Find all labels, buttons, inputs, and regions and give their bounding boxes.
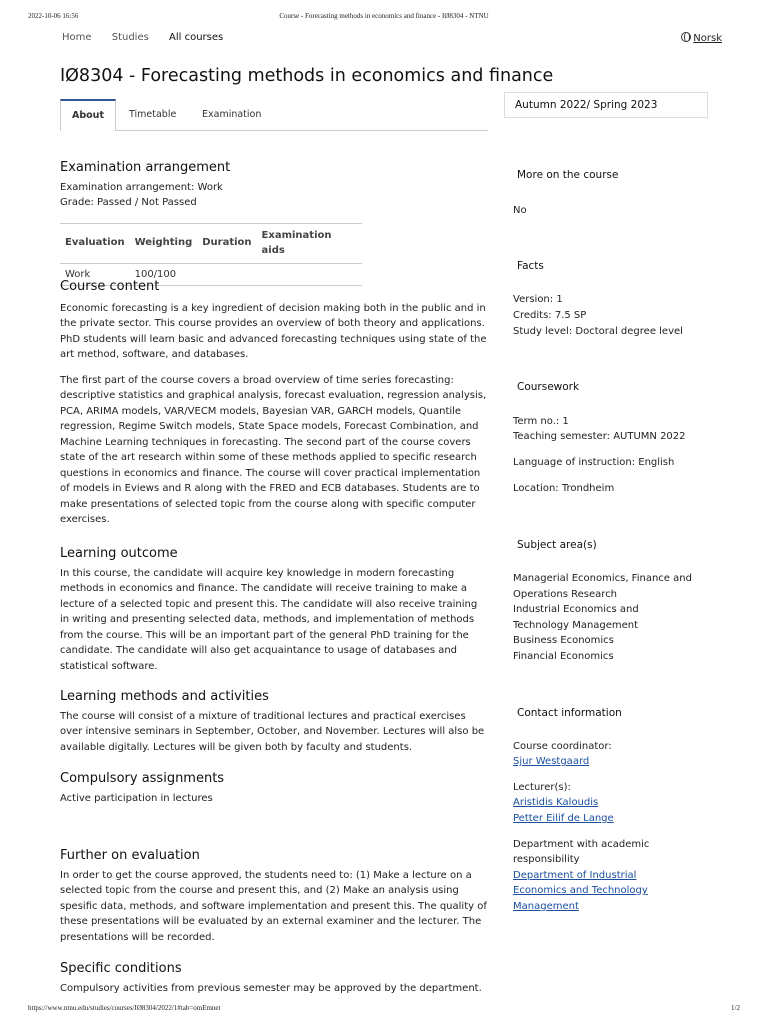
print-header [0,0,768,24]
coursework-heading: Coursework [517,381,580,393]
subject-item: Industrial Economics and [513,604,639,615]
subject-heading: Subject area(s) [517,539,597,551]
table-header: Weighting [130,223,198,263]
language-label: Norsk [693,33,722,44]
department-link[interactable]: Management [513,901,579,912]
course-content-section [60,279,488,528]
table-cell: Work [60,263,130,286]
lecturer-link[interactable]: Aristidis Kaloudis [513,797,599,808]
department-label: responsibility [513,854,580,865]
subject-item: Managerial Economics, Finance and [513,573,692,584]
department-link[interactable]: Economics and Technology [513,885,648,896]
learning-methods-text: The course will consist of a mixture of traditional lectures and practical exercises over intensive seminars in September, October, and November. Lectures will also be available digitally. Lectures will be given both by faculty and students. [60,710,485,753]
more-value: No [513,205,527,216]
nav-all-courses-link[interactable]: All courses [169,32,224,43]
more-heading: More on the course [517,169,619,181]
further-evaluation-heading: Further on evaluation [60,848,200,863]
subject-item: Financial Economics [513,651,614,662]
department-label: Department with academic [513,839,650,850]
facts-heading: Facts [517,260,544,272]
course-tabs [60,99,488,131]
facts-credits: Credits: 7.5 SP [513,310,587,321]
facts-study-level: Study level: Doctoral degree level [513,326,683,337]
course-content-heading: Course content [60,279,160,294]
print-url: https://www.ntnu.edu/studies/courses/IØ8304/2022/1#tab=omEmnet [28,1004,221,1012]
tab-timetable[interactable]: Timetable [129,109,177,120]
coordinator-label: Course coordinator: [513,741,612,752]
learning-outcome-text: In this course, the candidate will acquire key knowledge in modern forecasting methods in economics and finance. The candidate will receive training to make a lecture of a selected topic and present this. The candidate will also receive training in writing and presenting selected data, methods, and implementation of methods from the course. This will be an important part of the general PhD training for the candidate. The candidate will also get acquaintance to usage of databases and statistical software. [60,567,478,672]
learning-outcome-section [60,546,488,674]
compulsory-section [60,771,488,806]
table-header: Duration [197,223,256,263]
exam-section [60,160,488,286]
learning-outcome-heading: Learning outcome [60,546,178,561]
nav-studies-link[interactable]: Studies [111,32,149,43]
facts-version: Version: 1 [513,294,563,305]
coursework-location: Location: Trondheim [513,483,615,494]
page-title: IØ8304 - Forecasting methods in economics and finance [60,66,554,86]
top-navigation [62,32,722,48]
coursework-term: Term no.: 1 [513,416,569,427]
learning-methods-section [60,689,488,755]
language-switch[interactable] [681,32,722,44]
print-date: 2022-10-06 16:56 [28,12,79,20]
further-evaluation-text: In order to get the course approved, the students need to: (1) Make a lecture on a selected topic from the course and present this, and (2) Make an analysis using spesific data, methods, and software implementation and present this. The quality of these presentations will be evaluated by an external examiner and the lecturer. The presentations will be recorded. [60,869,487,943]
department-link[interactable]: Department of Industrial [513,870,637,881]
contact-heading: Contact information [517,707,622,719]
exam-arrangement: Examination arrangement: Work [60,181,223,193]
nav-home-link[interactable]: Home [62,32,92,43]
table-header: Evaluation [60,223,130,263]
learning-methods-heading: Learning methods and activities [60,689,269,704]
print-footer [0,1000,768,1024]
course-content-p1: Economic forecasting is a key ingredient of decision making both in the public and in the private sector. This course provides an overview of both theory and applications. PhD students will learn basic and advanced forecasting techniques using state of the art method, software, and databases. [60,302,487,360]
subject-item: Operations Research [513,589,618,600]
specific-conditions-heading: Specific conditions [60,961,182,976]
lecturers-label: Lecturer(s): [513,782,571,793]
tab-examination[interactable]: Examination [202,109,262,120]
print-title: Course - Forecasting methods in economics and finance - IØ8304 - NTNU [279,12,489,20]
compulsory-text: Active participation in lectures [60,792,213,804]
compulsory-heading: Compulsory assignments [60,771,225,786]
specific-conditions-text: Compulsory activities from previous semester may be approved by the department. [60,982,482,994]
coordinator-link[interactable]: Sjur Westgaard [513,756,590,767]
subject-item: Business Economics [513,635,614,646]
coursework-teaching-semester: Teaching semester: AUTUMN 2022 [513,431,686,442]
print-page-number: 1/2 [731,1004,740,1012]
table-header: Examination aids [257,223,362,263]
further-evaluation-section [60,848,488,945]
exam-heading: Examination arrangement [60,160,231,175]
exam-grade: Grade: Passed / Not Passed [60,197,197,208]
course-content-p2: The first part of the course covers a broad overview of time series forecasting: descriptive statistics and graphical analysis, forecast evaluation, regression analysis, PCA, ARIMA models, VAR/VECM models, Bayesian VAR, GARCH models, Quantile regression, Regime Switch models, State Space models, Forecast Combination, and Machine Learning techniques in forecasting. The second part of the course covers state of the art research within some of these methods applied to specific research questions in economics and finance. The course will cover practical implementation of models in Eviews and R along with the FRED and ECB databases. Students are to make presentations of selected topic from the course along with specific computer exercises. [60,374,487,525]
exam-table [60,223,362,287]
specific-conditions-section [60,961,488,996]
globe-icon [681,32,691,42]
lecturer-link[interactable]: Petter Eilif de Lange [513,813,614,824]
tab-about[interactable]: About [60,99,116,131]
semester-select[interactable]: Autumn 2022/ Spring 2023 [504,92,708,118]
table-cell: 100/100 [130,263,198,286]
subject-item: Technology Management [513,620,639,631]
coursework-language: Language of instruction: English [513,457,675,468]
